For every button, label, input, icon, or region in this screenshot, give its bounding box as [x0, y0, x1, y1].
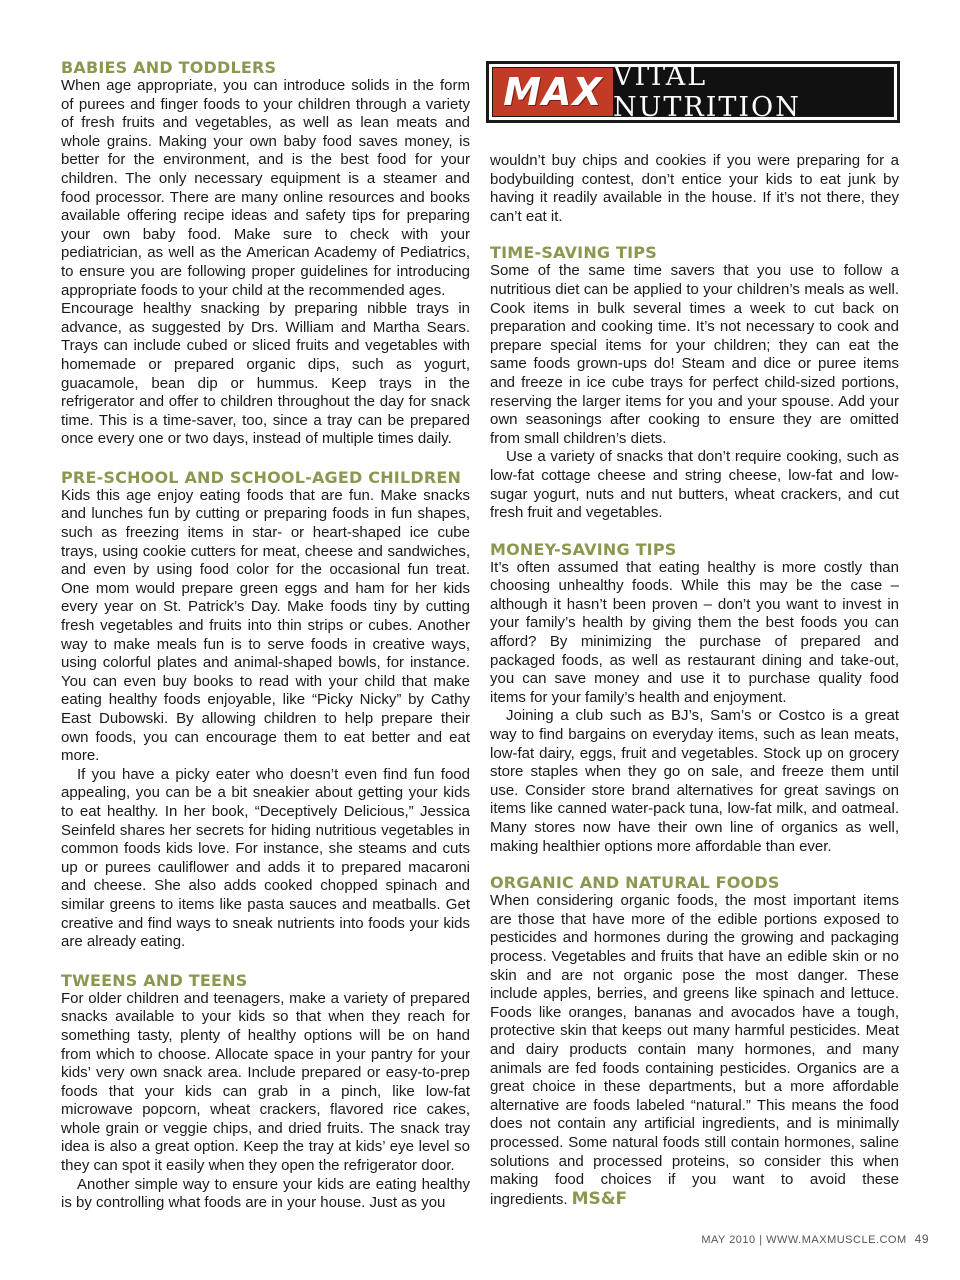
max-vital-nutrition-logo — [486, 61, 900, 123]
end-mark-msf: MS&F — [571, 1188, 628, 1209]
page-footer — [701, 1232, 929, 1246]
footer-issue-url: MAY 2010 | WWW.MAXMUSCLE.COM — [701, 1234, 907, 1246]
right-column — [490, 152, 899, 1209]
paragraph-money-saving-1: It’s often assumed that eating healthy is more costly than choosing unhealthy foods. While this may be the case – although it hasn’t been proven – don’t you want to invest in your family’s health by giving them the best foods you can afford? By minimizing the purchase of prepared and packaged foods, as well as restaurant dining and take-out, you can save money and use it to purchase quality food items for your family’s health and enjoyment. — [490, 558, 899, 706]
paragraph-money-saving-2: Joining a club such as BJ’s, Sam’s or Costco is a great way to find bargains on everyday items, such as lean meats, low-fat dairy, eggs, fruit and vegetables. Stock up on grocery store staples when they go on sale, and freeze them until use. Consider store brand alternatives for great savings on items like canned water-pack tuna, low-fat milk, and oatmeal. Many stores now have their own line of organics as well, making healthier options more affordable than ever. — [490, 707, 899, 855]
logo-vital-nutrition-text: VITAL NUTRITION — [613, 68, 893, 116]
left-column — [61, 58, 470, 1213]
logo-max-text: MAX — [493, 68, 613, 116]
page-number: 49 — [914, 1232, 929, 1246]
paragraph-organic-1 — [490, 892, 899, 1209]
paragraph-continued: wouldn’t buy chips and cookies if you were preparing for a bodybuilding contest, don’t entice your kids to eat junk by having it readily available in the house. If it’s not there, they can’t eat it. — [490, 152, 899, 225]
paragraph-tweens-1: For older children and teenagers, make a variety of prepared snacks available to your kids so that when they reach for something tasty, plenty of healthy options will be on hand from which to choose. Allocate space in your pantry for your kids’ very own snack area. Include prepared or easy-to-prep foods that your kids can grab in a pinch, like low-fat microwave popcorn, wheat crackers, flavored rice cakes, whole grain or veggie chips, and dried fruits. The snack tray idea is also a great option. Keep the tray at kids’ eye level so they can spot it easily when they open the refrigerator door. — [61, 989, 470, 1175]
paragraph-preschool-1: Kids this age enjoy eating foods that are fun. Make snacks and lunches fun by cutting or preparing foods in fun shapes, such as freezing items in star- or heart-shaped ice cube trays, using cookie cutters for meat, cheese and sandwiches, and even by using food color for the occasional fun treat. One mom would prepare green eggs and ham for her kids every year on St. Patrick’s Day. Make foods tiny by cutting fresh vegetables and fruits into thin strips or cubes. Another way to make meals fun is to serve foods in creative ways, using colorful plates and animal-shaped bowls, for instance. You can even buy books to read with your child that make eating healthy foods enjoyable, like “Picky Nicky” by Cathy East Dubowski. By allowing children to help prepare their own foods, you can encourage them to eat better and eat more. — [61, 486, 470, 765]
paragraph-tweens-2: Another simple way to ensure your kids are eating healthy is by controlling what foods are in your house. Just as you — [61, 1175, 470, 1212]
heading-babies-toddlers: BABIES AND TODDLERS — [61, 58, 277, 77]
paragraph-babies-2: Encourage healthy snacking by preparing nibble trays in advance, as suggested by Drs. William and Martha Sears. Trays can include cubed or sliced fruits and vegetables with homemade or prepared organic dips, such as yogurt, guacamole, bean dip or hummus. Keep trays in the refrigerator and offer to children throughout the day for snack time. This is a time-saver, too, since a tray can be prepared once every one or two days, instead of multiple times daily. — [61, 300, 470, 448]
paragraph-preschool-2: If you have a picky eater who doesn’t even find fun food appealing, you can be a bit sneakier about getting your kids to eat healthy. In her book, “Deceptively Delicious,” Jessica Seinfeld shares her secrets for hiding nutritious vegetables in common foods kids love. For instance, she steams and cuts up or purees cauliflower and adds it to prepared macaroni and cheese. She also adds cooked chopped spinach and similar greens to items like pasta sauces and meatballs. Get creative and find ways to sneak nutrients into foods your kids are already eating. — [61, 765, 470, 951]
heading-organic-natural: ORGANIC AND NATURAL FOODS — [490, 873, 780, 893]
heading-preschool: PRE-SCHOOL AND SCHOOL-AGED CHILDREN — [61, 467, 462, 487]
heading-time-saving: TIME-SAVING TIPS — [490, 243, 657, 263]
paragraph-babies-1: When age appropriate, you can introduce solids in the form of purees and finger foods to your children through a variety of fresh fruits and vegetables, as well as lean meats and whole grains. Making your own baby food saves money, is better for the environment, and is the best food for your children. The only necessary equipment is a steamer and food processor. There are many online resources and books available offering recipe ideas and safety tips for preparing your own baby food. Make sure to check with your pediatrician, as well as the American Academy of Pediatrics, to ensure you are following proper guidelines for introducing appropriate foods to your child at the recommended ages. — [61, 77, 470, 299]
paragraph-time-saving-1: Some of the same time savers that you use to follow a nutritious diet can be applied to your children’s meals as well. Cook items in bulk several times a week to cut back on preparation and cooking time. It’s not necessary to cook and prepare special items for your children; they can eat the same foods grown-ups do! Steam and dice or puree items and freeze in ice cube trays for perfect child-sized portions, reserving the larger items for you and your spouse. Add your own seasonings after cooking to ensure they are omitted from small children’s diets. — [490, 262, 899, 447]
heading-tweens-teens: TWEENS AND TEENS — [61, 970, 248, 990]
heading-money-saving: MONEY-SAVING TIPS — [490, 539, 677, 559]
paragraph-time-saving-2: Use a variety of snacks that don’t require cooking, such as low-fat cottage cheese and string cheese, low-fat and low-sugar yogurt, nuts and nut butters, wheat crackers, and cut fresh fruit and vegetables. — [490, 448, 899, 522]
organic-text: When considering organic foods, the most important items are those that have more of the edible portions exposed to pesticides and hormones during the growing and packaging process. Vegetables and fruits that have an edible skin or no skin and are not organic pose the most danger. These include apples, berries, and greens like spinach and lettuce. Foods like oranges, bananas and avocados have a tough, protective skin that keeps out many harmful pesticides. Meat and dairy products contain many hormones, and many animals are fed foods containing pesticides. Organics are a great choice in these departments, but a more affordable alternative are foods labeled “natural.” This means the food does not contain any artificial ingredients, and is minimally processed. Some natural foods still contain hormones, saline solutions and processed proteins, so consider this when making food choices if you want to avoid these ingredients. — [490, 892, 899, 1208]
